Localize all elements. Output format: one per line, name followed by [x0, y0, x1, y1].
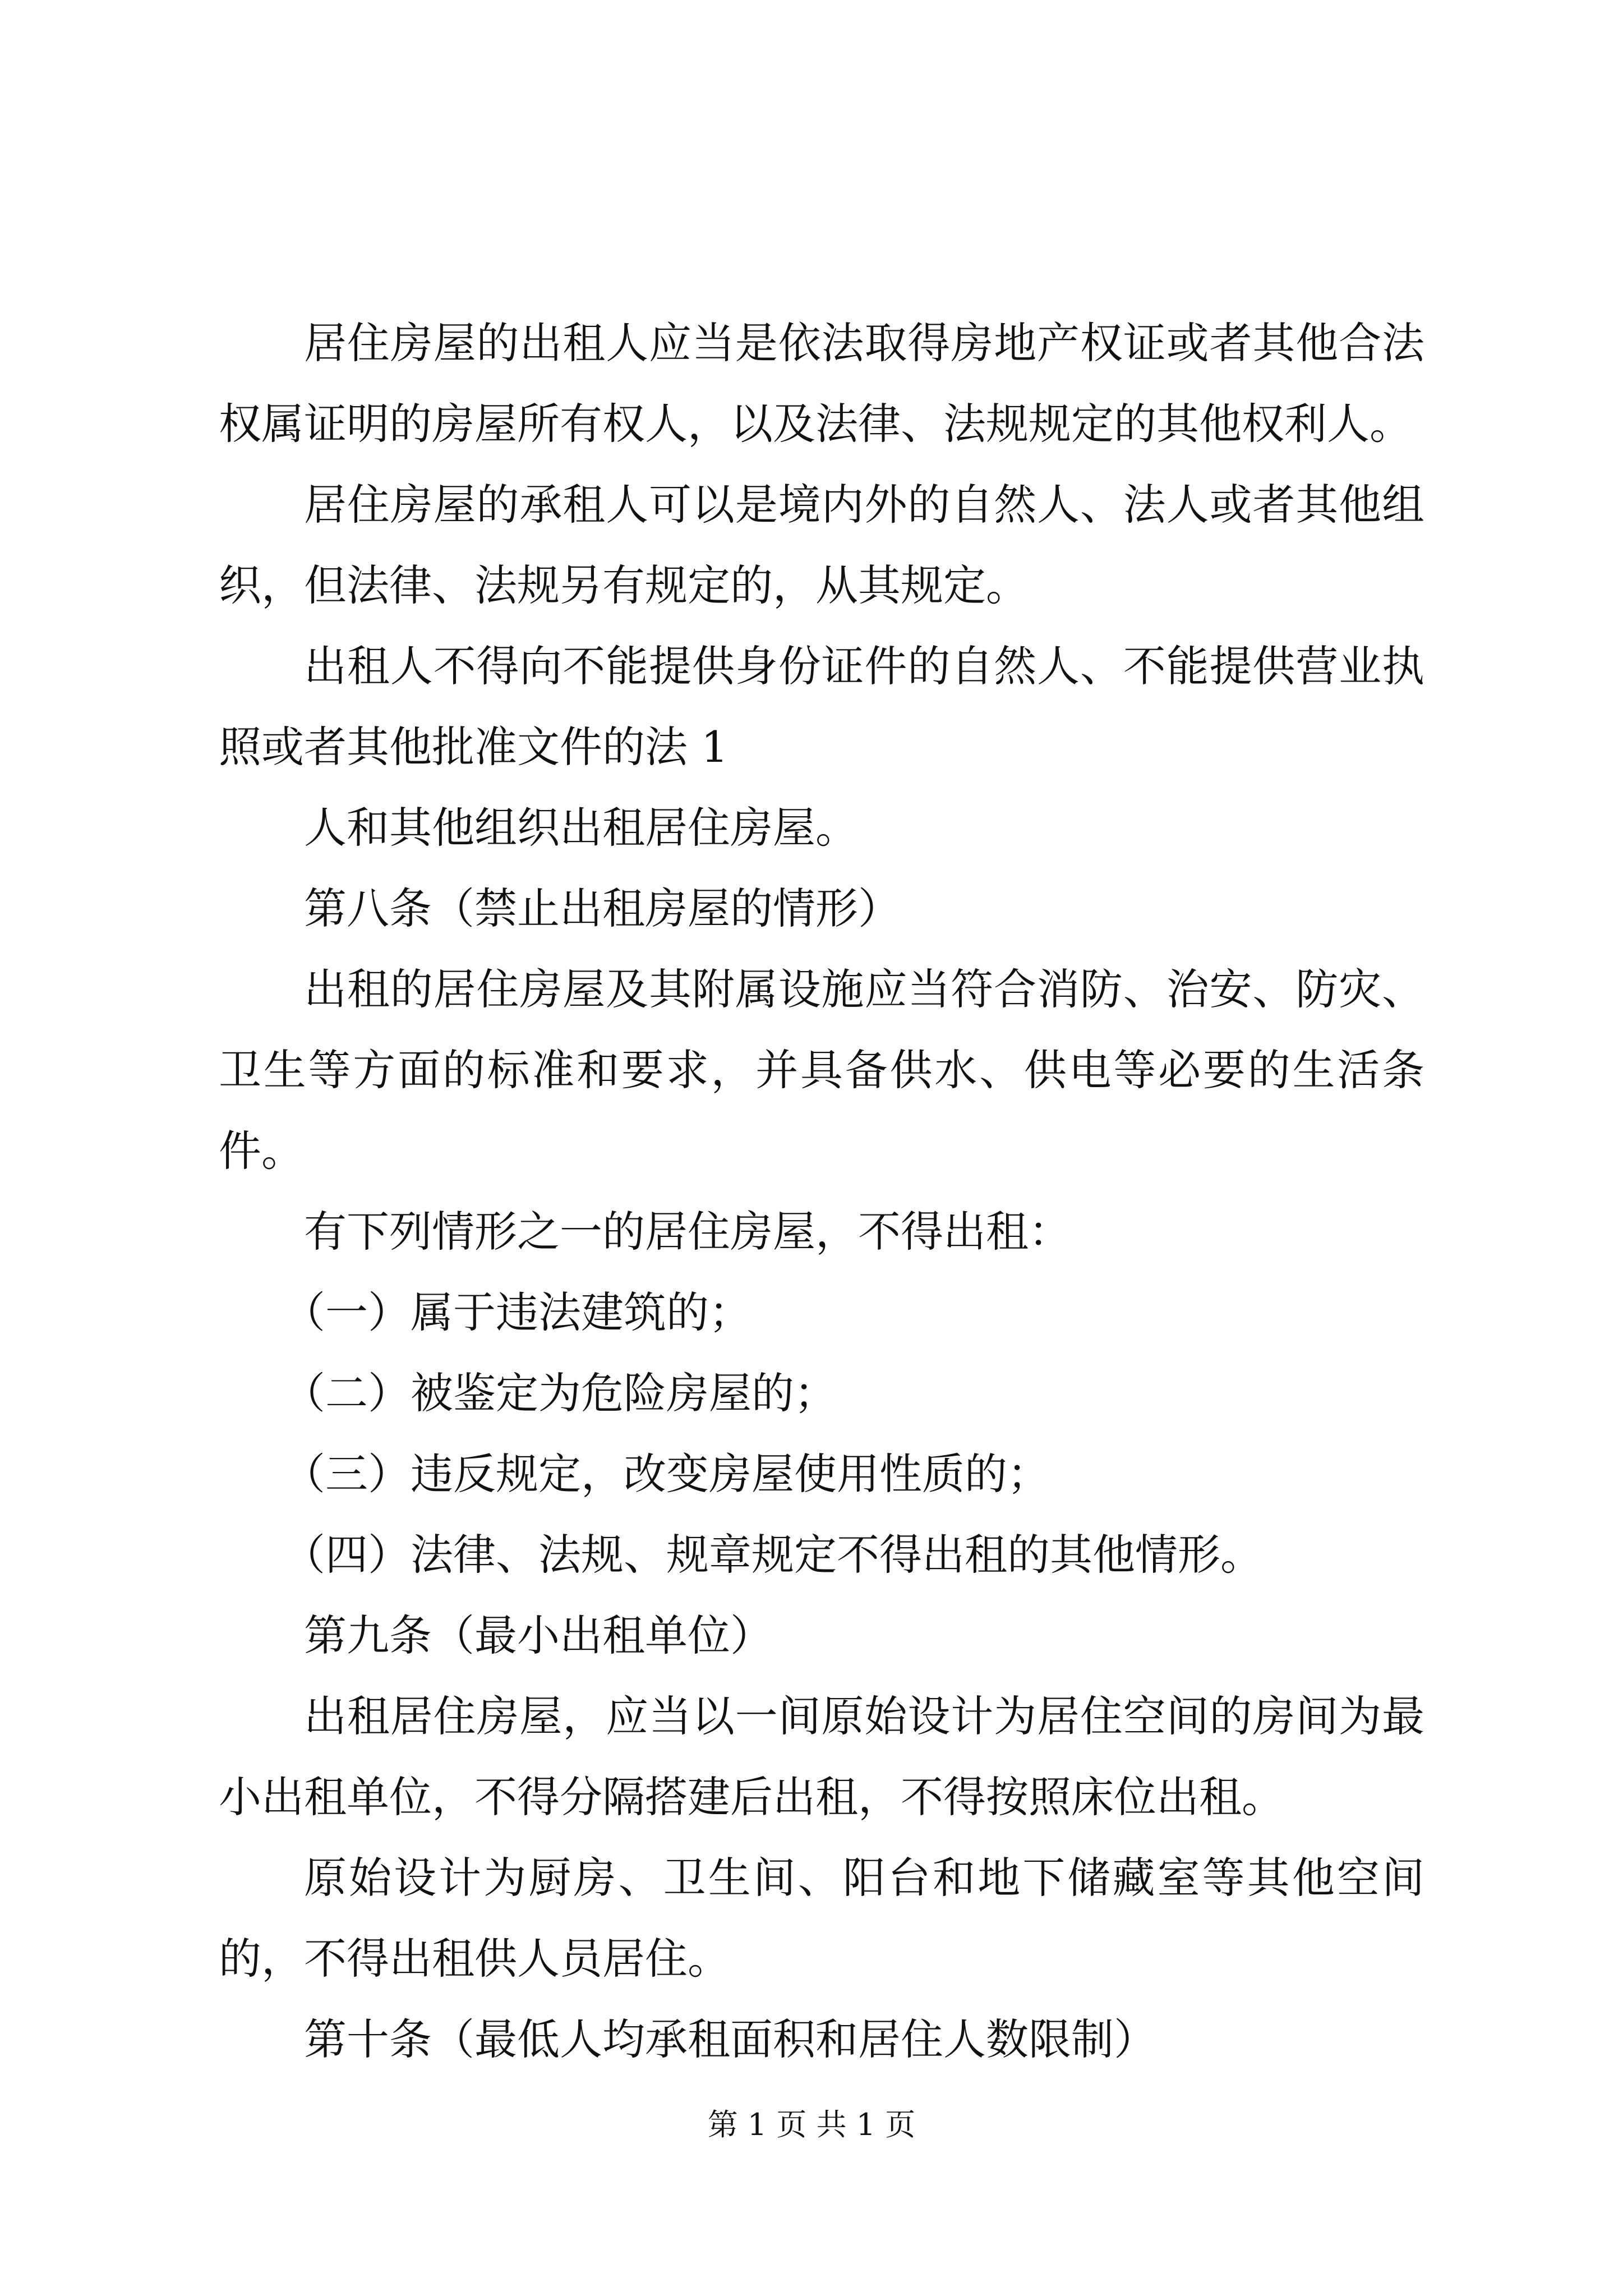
- paragraph-prohibited-intro: 有下列情形之一的居住房屋，不得出租：: [304, 1207, 1071, 1257]
- list-item-2: （二）被鉴定为危险房屋的；: [283, 1368, 837, 1418]
- paragraph-minimum-unit: 出租居住房屋，应当以一间原始设计为居住空间的房间为最小出租单位，不得分隔搭建后出租，不得按照床位出租。: [219, 1691, 1424, 1822]
- paragraph-lessor-qualification: 居住房屋的出租人应当是依法取得房地产权证或者其他合法权属证明的房屋所有权人，以及法律、法规规定的其他权利人。: [219, 318, 1424, 449]
- page-footer: 第 1 页 共 1 页: [707, 2107, 916, 2142]
- list-item-3: （三）违反规定，改变房屋使用性质的；: [283, 1449, 1050, 1499]
- article-10-heading: 第十条（最低人均承租面积和居住人数限制）: [304, 2014, 1156, 2064]
- paragraph-lessor-restriction-cont: 人和其他组织出租居住房屋。: [304, 803, 858, 853]
- document-body: [219, 303, 1424, 2080]
- list-item-1: （一）属于违法建筑的；: [283, 1287, 751, 1337]
- paragraph-lessor-restriction: 出租人不得向不能提供身份证件的自然人、不能提供营业执照或者其他批准文件的法 1: [219, 641, 1424, 772]
- paragraph-lessee-qualification: 居住房屋的承租人可以是境内外的自然人、法人或者其他组织，但法律、法规另有规定的，从其规定。: [219, 480, 1424, 610]
- article-9-heading: 第九条（最小出租单位）: [304, 1611, 773, 1660]
- article-8-heading: 第八条（禁止出租房屋的情形）: [304, 884, 901, 933]
- list-item-4: （四）法律、法规、规章规定不得出租的其他情形。: [283, 1530, 1263, 1580]
- paragraph-other-spaces: 原始设计为厨房、卫生间、阳台和地下储藏室等其他空间的，不得出租供人员居住。: [219, 1853, 1424, 1984]
- paragraph-safety-standards: 出租的居住房屋及其附属设施应当符合消防、治安、防灾、卫生等方面的标准和要求，并具备供水、供电等必要的生活条件。: [219, 964, 1424, 1176]
